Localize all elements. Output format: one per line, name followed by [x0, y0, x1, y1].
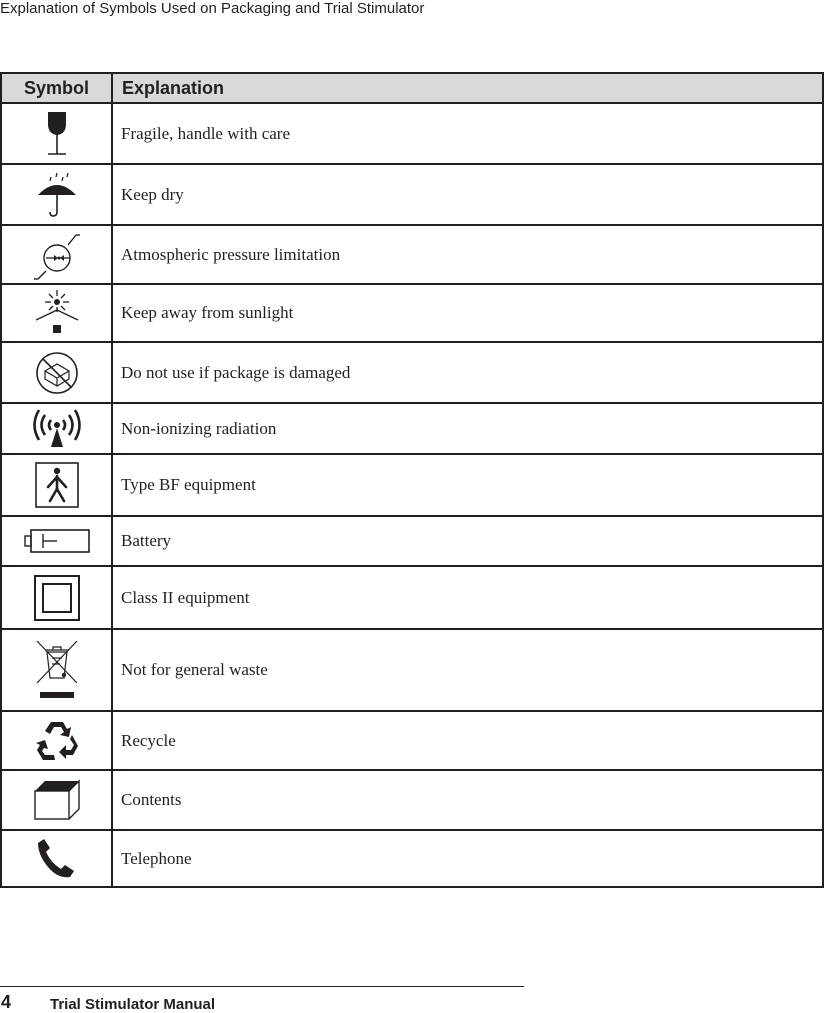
non-ionizing-radiation-icon — [33, 408, 81, 450]
table-row — [1, 830, 823, 887]
keep-dry-icon — [35, 171, 79, 219]
table-row — [1, 164, 823, 225]
fragile-icon — [42, 110, 72, 158]
explanation-cell: Fragile, handle with care — [112, 103, 823, 164]
explanation-cell: Non-ionizing radiation — [112, 403, 823, 454]
explanation-cell: Battery — [112, 516, 823, 566]
page-number: 4 — [1, 992, 12, 1012]
table-row — [1, 566, 823, 629]
explanation-cell: Atmospheric pressure limitation — [112, 225, 823, 284]
page-header-title: Explanation of Symbols Used on Packaging and Trial Stimulator — [0, 0, 425, 17]
contents-box-icon — [33, 777, 81, 823]
column-header-explanation: Explanation — [112, 73, 823, 103]
explanation-cell: Keep away from sunlight — [112, 284, 823, 342]
column-header-symbol: Symbol — [1, 73, 112, 103]
table-row — [1, 225, 823, 284]
explanation-cell: Telephone — [112, 830, 823, 887]
damaged-package-icon — [34, 350, 80, 396]
explanation-cell: Contents — [112, 770, 823, 830]
explanation-cell: Do not use if package is damaged — [112, 342, 823, 403]
recycle-icon — [34, 719, 80, 763]
table-row — [1, 770, 823, 830]
table-header-row — [1, 73, 823, 103]
explanation-cell: Recycle — [112, 711, 823, 770]
explanation-cell: Class II equipment — [112, 566, 823, 629]
explanation-cell: Type BF equipment — [112, 454, 823, 516]
explanation-cell: Keep dry — [112, 164, 823, 225]
table-row — [1, 711, 823, 770]
waste-bin-icon — [34, 638, 80, 702]
table-row — [1, 516, 823, 566]
battery-icon — [23, 527, 91, 555]
symbols-table — [0, 72, 824, 888]
atmospheric-pressure-icon — [32, 229, 82, 281]
footer-divider — [0, 986, 524, 987]
manual-title: Trial Stimulator Manual — [50, 996, 216, 1013]
table-row — [1, 103, 823, 164]
sunlight-icon — [32, 288, 82, 338]
table-row — [1, 403, 823, 454]
type-bf-icon — [34, 461, 80, 509]
telephone-icon — [34, 837, 80, 881]
class-ii-icon — [33, 574, 81, 622]
explanation-cell: Not for general waste — [112, 629, 823, 711]
table-row — [1, 454, 823, 516]
table-row — [1, 284, 823, 342]
table-row — [1, 342, 823, 403]
table-row — [1, 629, 823, 711]
